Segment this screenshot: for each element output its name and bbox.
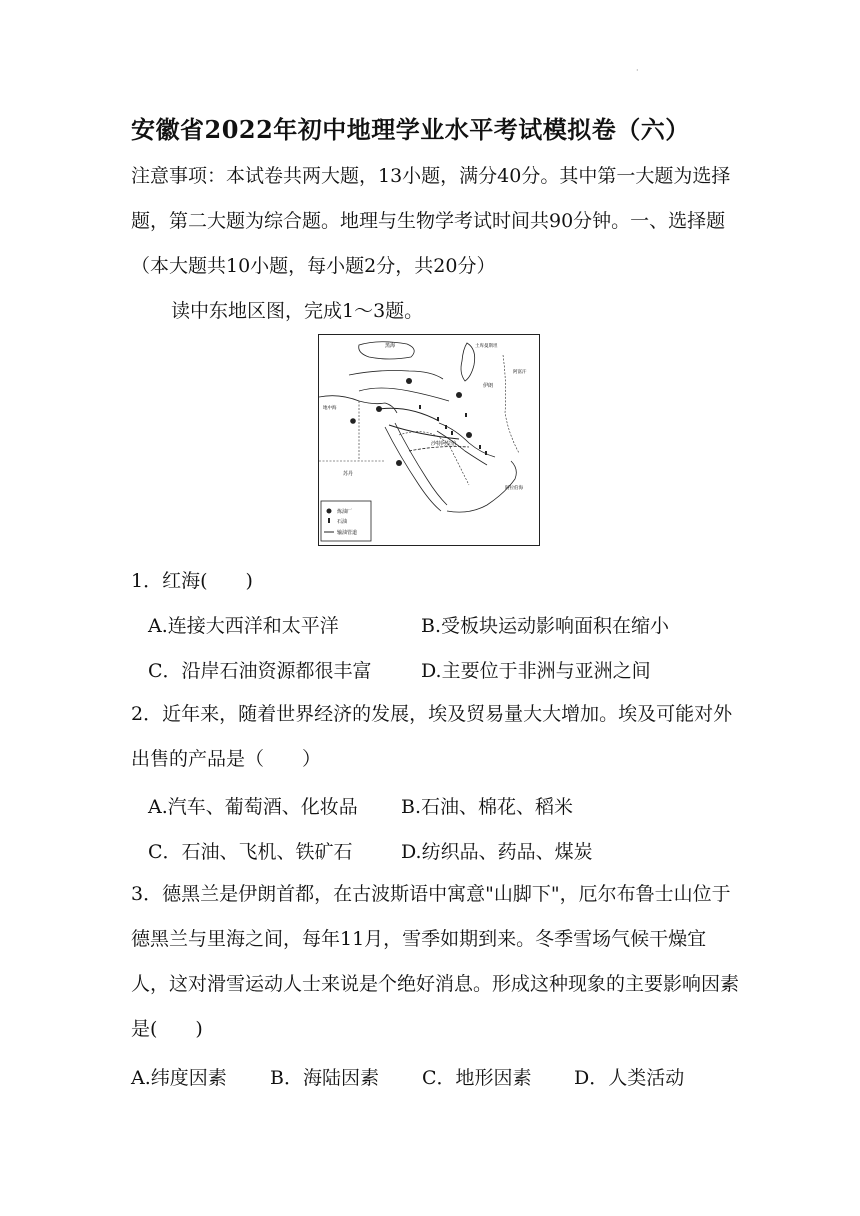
legend-refinery: 炼油厂 [337,509,353,515]
q3-option-c: C．地形因素 [422,1067,532,1089]
q2-option-b: B.石油、棉花、稻米 [401,796,574,818]
q2-option-c: C．石油、飞机、铁矿石 [148,841,353,863]
label-turkmenistan: 土库曼斯坦 [475,344,498,349]
q3-option-a: A.纬度因素 [131,1067,227,1089]
label-mediterranean: 地中海 [323,406,337,411]
label-iran: 伊朗 [483,383,494,389]
map-instruction: 读中东地区图，完成1～3题。 [171,300,424,322]
label-black-sea: 黑海 [385,343,396,349]
q3-option-b: B．海陆因素 [270,1067,379,1089]
q1-option-a: A.连接大西洋和太平洋 [148,615,339,637]
oil-icon [328,518,330,523]
q2-option-d: D.纺织品、药品、煤炭 [401,841,593,863]
legend-oil: 石油 [337,519,348,525]
q2-option-a: A.汽车、葡萄酒、化妆品 [148,796,358,818]
q3-option-d: D．人类活动 [574,1067,685,1089]
label-sudan: 苏丹 [343,471,354,477]
label-arabian-sea: 阿拉伯海 [505,486,523,491]
label-afghanistan: 阿富汗 [513,370,527,375]
exam-title: 安徽省2022年初中地理学业水平考试模拟卷（六） [131,115,690,144]
q1-option-d: D.主要位于非洲与亚洲之间 [421,660,651,682]
middle-east-map [318,334,540,546]
map-figure [319,335,538,544]
label-saudi-arabia: 沙特阿拉伯 [431,441,457,447]
notice-text: 注意事项：本试卷共两大题，13小题，满分40分。其中第一大题为选择题，第二大题为综合题。地理与生物学考试时间共90分钟。一、选择题（本大题共10小题，每小题2分，共20分） [131,165,731,277]
q1-option-c: C．沿岸石油资源都很丰富 [148,660,372,682]
page-dot: · [636,66,639,75]
question-1-stem: 1．红海( ) [131,570,253,592]
question-3-stem: 3．德黑兰是伊朗首都，在古波斯语中寓意"山脚下"，厄尔布鲁士山位于德黑兰与里海之间，每年11月，雪季如期到来。冬季雪场气候干燥宜人，这对滑雪运动人士来说是个绝好消息。形成这种现象的主要影响因素是( ) [131,883,740,1040]
q1-option-b: B.受板块运动影响面积在缩小 [421,615,670,637]
legend-pipeline: 输油管道 [337,530,358,536]
refinery-icon [327,509,332,514]
question-2-stem: 2．近年来，随着世界经济的发展，埃及贸易量大大增加。埃及可能对外出售的产品是（ ） [131,703,733,770]
